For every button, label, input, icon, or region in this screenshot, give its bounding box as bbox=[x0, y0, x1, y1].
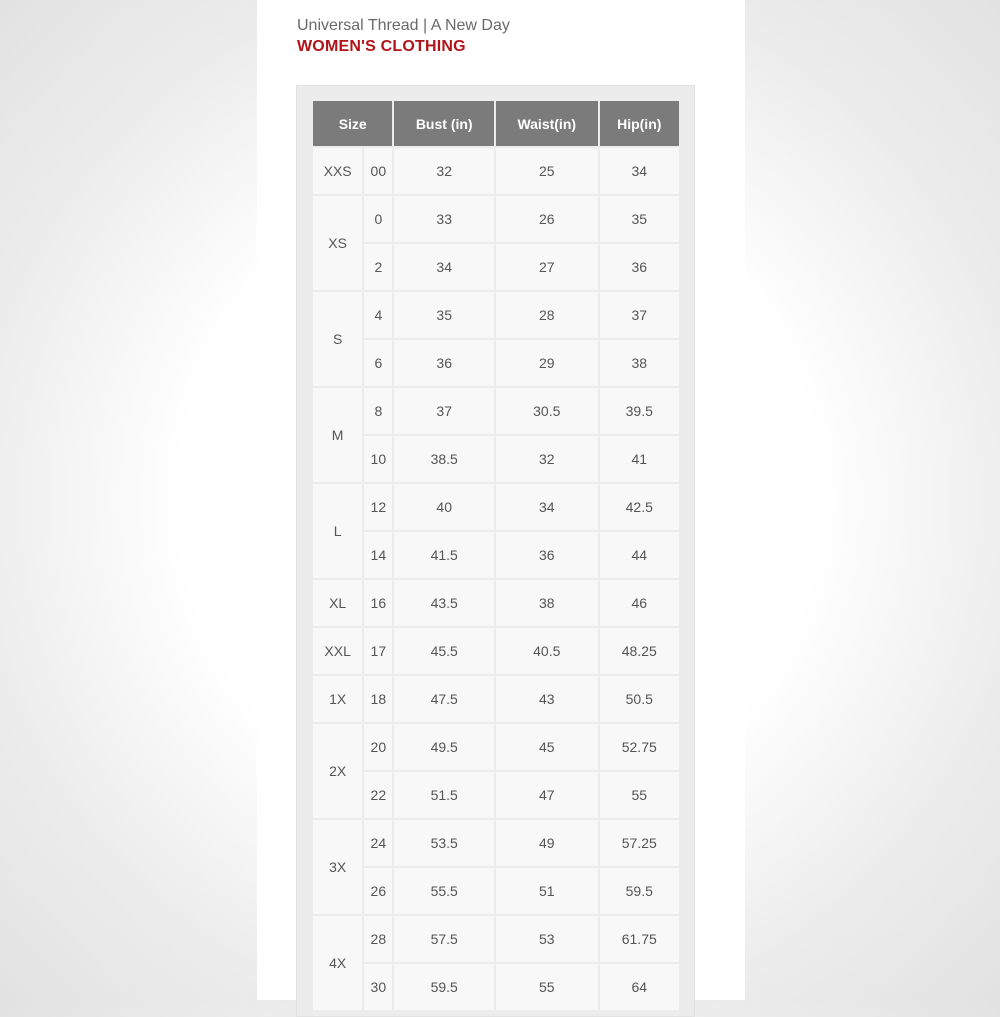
size-number-cell: 26 bbox=[364, 868, 392, 914]
table-row bbox=[313, 580, 679, 626]
bust-cell: 49.5 bbox=[394, 724, 494, 770]
table-row bbox=[313, 964, 679, 1010]
size-number-cell: 14 bbox=[364, 532, 392, 578]
hip-cell: 64 bbox=[600, 964, 679, 1010]
waist-cell: 49 bbox=[496, 820, 598, 866]
bust-cell: 43.5 bbox=[394, 580, 494, 626]
hip-cell: 50.5 bbox=[600, 676, 679, 722]
hip-cell: 61.75 bbox=[600, 916, 679, 962]
size-number-cell: 16 bbox=[364, 580, 392, 626]
hip-cell: 36 bbox=[600, 244, 679, 290]
size-number-cell: 0 bbox=[364, 196, 392, 242]
hip-cell: 35 bbox=[600, 196, 679, 242]
table-row bbox=[313, 148, 679, 194]
table-row bbox=[313, 244, 679, 290]
waist-cell: 29 bbox=[496, 340, 598, 386]
bust-cell: 36 bbox=[394, 340, 494, 386]
size-number-cell: 12 bbox=[364, 484, 392, 530]
size-label-cell: L bbox=[313, 484, 362, 578]
brand-line: Universal Thread | A New Day bbox=[297, 17, 510, 34]
size-label-cell: XXS bbox=[313, 148, 362, 194]
size-label-cell: M bbox=[313, 388, 362, 482]
table-header-row bbox=[313, 101, 679, 146]
size-label-cell: 1X bbox=[313, 676, 362, 722]
table-row bbox=[313, 820, 679, 866]
hip-cell: 57.25 bbox=[600, 820, 679, 866]
waist-cell: 27 bbox=[496, 244, 598, 290]
table-row bbox=[313, 676, 679, 722]
bust-cell: 38.5 bbox=[394, 436, 494, 482]
bust-cell: 32 bbox=[394, 148, 494, 194]
bust-cell: 41.5 bbox=[394, 532, 494, 578]
waist-cell: 34 bbox=[496, 484, 598, 530]
waist-cell: 26 bbox=[496, 196, 598, 242]
hip-cell: 52.75 bbox=[600, 724, 679, 770]
size-number-cell: 28 bbox=[364, 916, 392, 962]
size-label-cell: 4X bbox=[313, 916, 362, 1010]
table-row bbox=[313, 436, 679, 482]
size-number-cell: 17 bbox=[364, 628, 392, 674]
table-row bbox=[313, 340, 679, 386]
hip-cell: 55 bbox=[600, 772, 679, 818]
hip-cell: 46 bbox=[600, 580, 679, 626]
waist-cell: 51 bbox=[496, 868, 598, 914]
size-number-cell: 30 bbox=[364, 964, 392, 1010]
waist-cell: 47 bbox=[496, 772, 598, 818]
hip-cell: 39.5 bbox=[600, 388, 679, 434]
table-row bbox=[313, 628, 679, 674]
waist-cell: 32 bbox=[496, 436, 598, 482]
hip-cell: 59.5 bbox=[600, 868, 679, 914]
waist-cell: 36 bbox=[496, 532, 598, 578]
waist-cell: 40.5 bbox=[496, 628, 598, 674]
table-row bbox=[313, 868, 679, 914]
bust-cell: 53.5 bbox=[394, 820, 494, 866]
hip-cell: 48.25 bbox=[600, 628, 679, 674]
bust-cell: 55.5 bbox=[394, 868, 494, 914]
waist-cell: 43 bbox=[496, 676, 598, 722]
size-number-cell: 00 bbox=[364, 148, 392, 194]
table-row bbox=[313, 196, 679, 242]
bust-cell: 45.5 bbox=[394, 628, 494, 674]
size-label-cell: XS bbox=[313, 196, 362, 290]
table-row bbox=[313, 916, 679, 962]
size-number-cell: 20 bbox=[364, 724, 392, 770]
bust-cell: 34 bbox=[394, 244, 494, 290]
bust-cell: 35 bbox=[394, 292, 494, 338]
section-title: WOMEN'S CLOTHING bbox=[297, 38, 466, 55]
hip-cell: 41 bbox=[600, 436, 679, 482]
hip-cell: 42.5 bbox=[600, 484, 679, 530]
waist-cell: 30.5 bbox=[496, 388, 598, 434]
size-table bbox=[311, 99, 681, 1012]
waist-cell: 45 bbox=[496, 724, 598, 770]
waist-cell: 53 bbox=[496, 916, 598, 962]
size-number-cell: 8 bbox=[364, 388, 392, 434]
size-number-cell: 6 bbox=[364, 340, 392, 386]
size-number-cell: 24 bbox=[364, 820, 392, 866]
bust-cell: 57.5 bbox=[394, 916, 494, 962]
size-label-cell: XL bbox=[313, 580, 362, 626]
waist-cell: 55 bbox=[496, 964, 598, 1010]
size-label-cell: 2X bbox=[313, 724, 362, 818]
bust-cell: 40 bbox=[394, 484, 494, 530]
table-row bbox=[313, 724, 679, 770]
bust-cell: 47.5 bbox=[394, 676, 494, 722]
table-row bbox=[313, 772, 679, 818]
size-number-cell: 10 bbox=[364, 436, 392, 482]
hip-cell: 38 bbox=[600, 340, 679, 386]
size-number-cell: 18 bbox=[364, 676, 392, 722]
size-table-frame bbox=[296, 85, 695, 1017]
bust-cell: 51.5 bbox=[394, 772, 494, 818]
size-number-cell: 2 bbox=[364, 244, 392, 290]
size-label-cell: XXL bbox=[313, 628, 362, 674]
size-number-cell: 4 bbox=[364, 292, 392, 338]
size-chart-page bbox=[257, 0, 745, 1000]
hip-cell: 37 bbox=[600, 292, 679, 338]
table-row bbox=[313, 388, 679, 434]
column-header-size: Size bbox=[313, 101, 392, 146]
bust-cell: 59.5 bbox=[394, 964, 494, 1010]
hip-cell: 34 bbox=[600, 148, 679, 194]
table-row bbox=[313, 292, 679, 338]
size-number-cell: 22 bbox=[364, 772, 392, 818]
column-header-hip: Hip(in) bbox=[600, 101, 679, 146]
table-body bbox=[313, 148, 679, 1010]
column-header-waist: Waist(in) bbox=[496, 101, 598, 146]
bust-cell: 33 bbox=[394, 196, 494, 242]
size-label-cell: S bbox=[313, 292, 362, 386]
hip-cell: 44 bbox=[600, 532, 679, 578]
bust-cell: 37 bbox=[394, 388, 494, 434]
size-label-cell: 3X bbox=[313, 820, 362, 914]
table-row bbox=[313, 532, 679, 578]
table-row bbox=[313, 484, 679, 530]
column-header-bust: Bust (in) bbox=[394, 101, 494, 146]
waist-cell: 28 bbox=[496, 292, 598, 338]
waist-cell: 38 bbox=[496, 580, 598, 626]
waist-cell: 25 bbox=[496, 148, 598, 194]
